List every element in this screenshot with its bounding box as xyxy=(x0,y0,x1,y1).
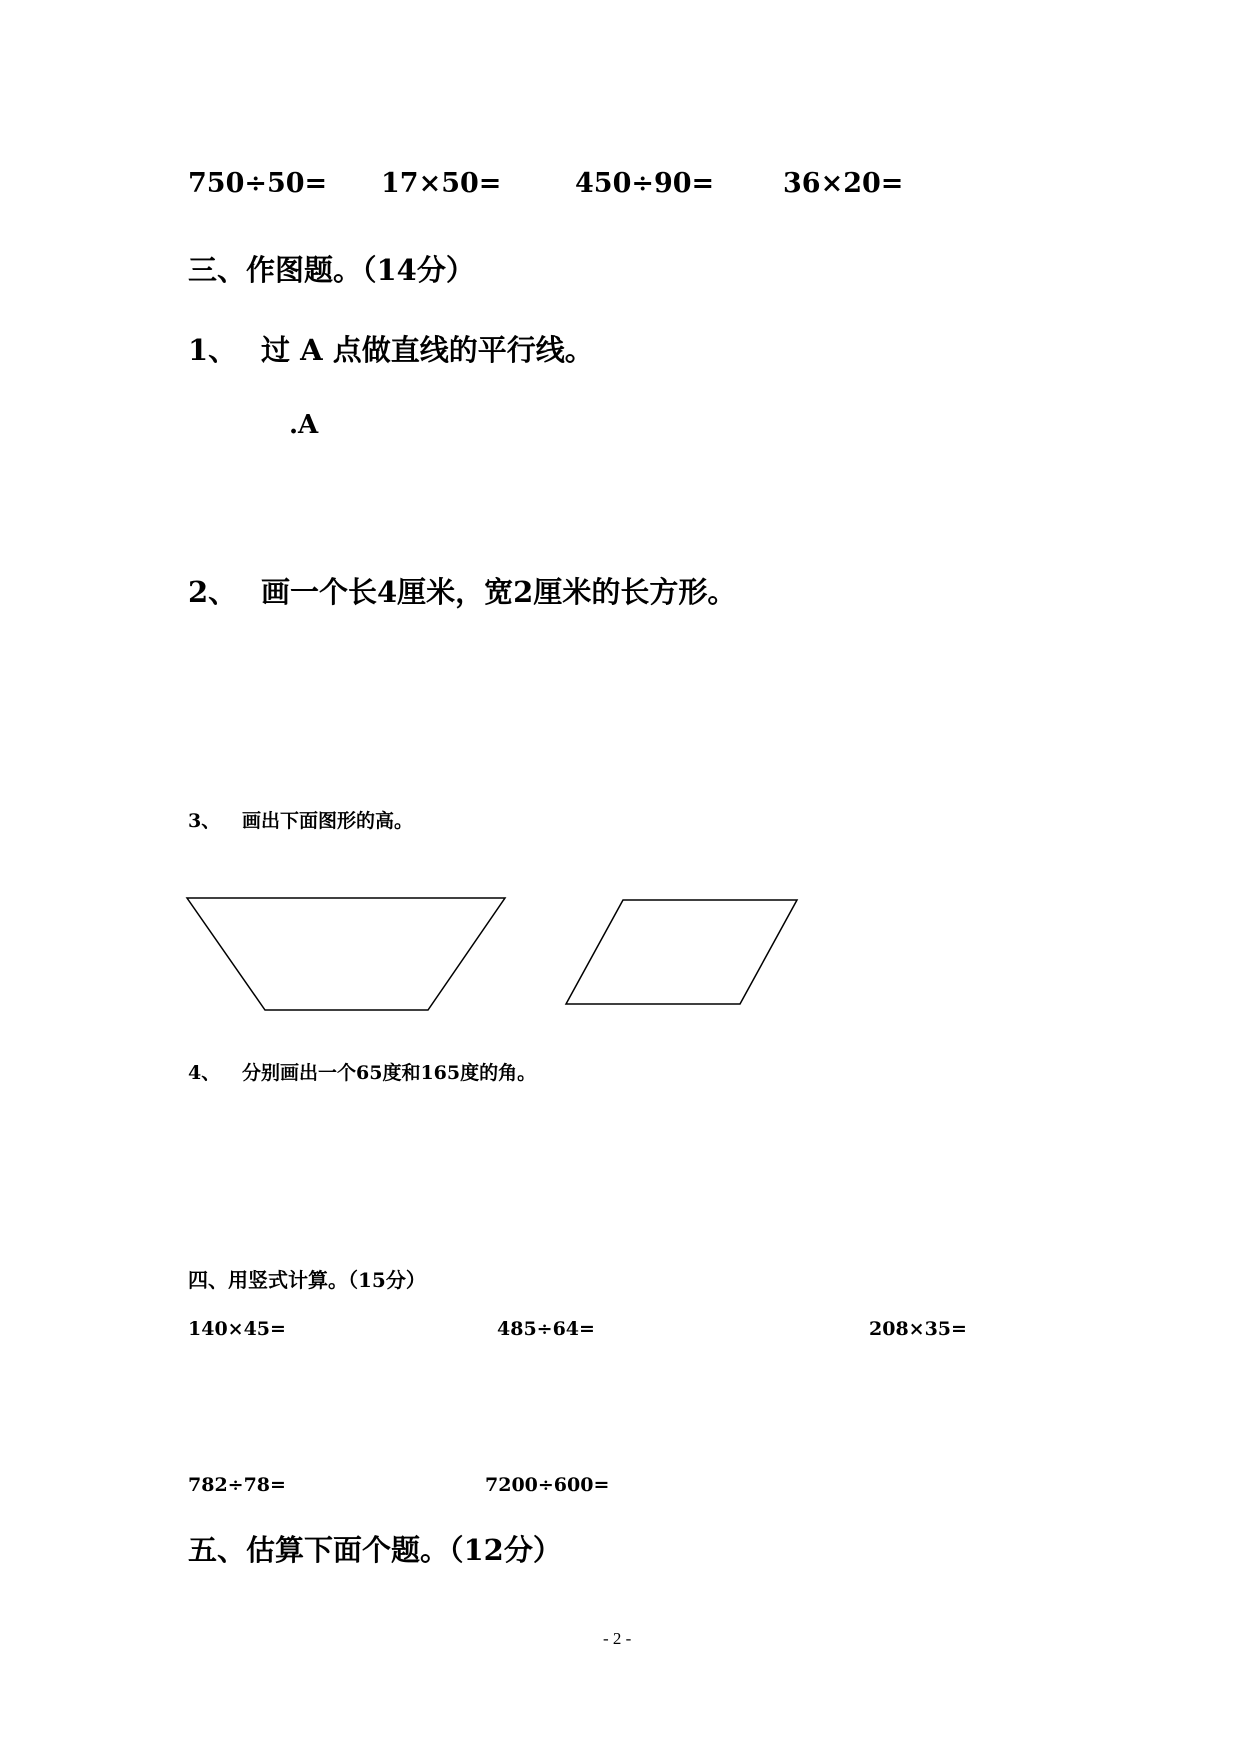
question-2-text: 画一个长4厘米，宽2厘米的长方形。 xyxy=(261,575,737,609)
point-a-label: .A xyxy=(289,410,319,440)
section-4-title: 四、用竖式计算。（15分） xyxy=(188,1268,426,1292)
problem-7200-div-600: 7200÷600= xyxy=(485,1474,610,1496)
problem-36-times-20: 36×20= xyxy=(783,168,904,199)
question-1-number: 1、 xyxy=(188,333,238,367)
section-3-title: 三、作图题。（14分） xyxy=(188,253,475,287)
question-3-text: 画出下面图形的高。 xyxy=(242,810,414,832)
page-number: - 2 - xyxy=(603,1629,632,1648)
question-2-number: 2、 xyxy=(188,575,238,609)
question-3-number: 3、 xyxy=(188,810,221,832)
problem-485-div-64: 485÷64= xyxy=(497,1318,595,1340)
problem-140-times-45: 140×45= xyxy=(188,1318,286,1340)
problem-782-div-78: 782÷78= xyxy=(188,1474,286,1496)
parallelogram-shape xyxy=(566,900,797,1004)
problem-750-div-50: 750÷50= xyxy=(188,168,328,199)
trapezoid-shape xyxy=(187,898,505,1010)
question-1-text: 过 A 点做直线的平行线。 xyxy=(261,333,594,367)
question-4-number: 4、 xyxy=(188,1062,221,1084)
question-4-text: 分别画出一个65度和165度的角。 xyxy=(242,1062,537,1084)
problem-450-div-90: 450÷90= xyxy=(575,168,715,199)
section-5-title: 五、估算下面个题。（12分） xyxy=(188,1533,562,1567)
problem-208-times-35: 208×35= xyxy=(869,1318,967,1340)
problem-17-times-50: 17×50= xyxy=(381,168,502,199)
